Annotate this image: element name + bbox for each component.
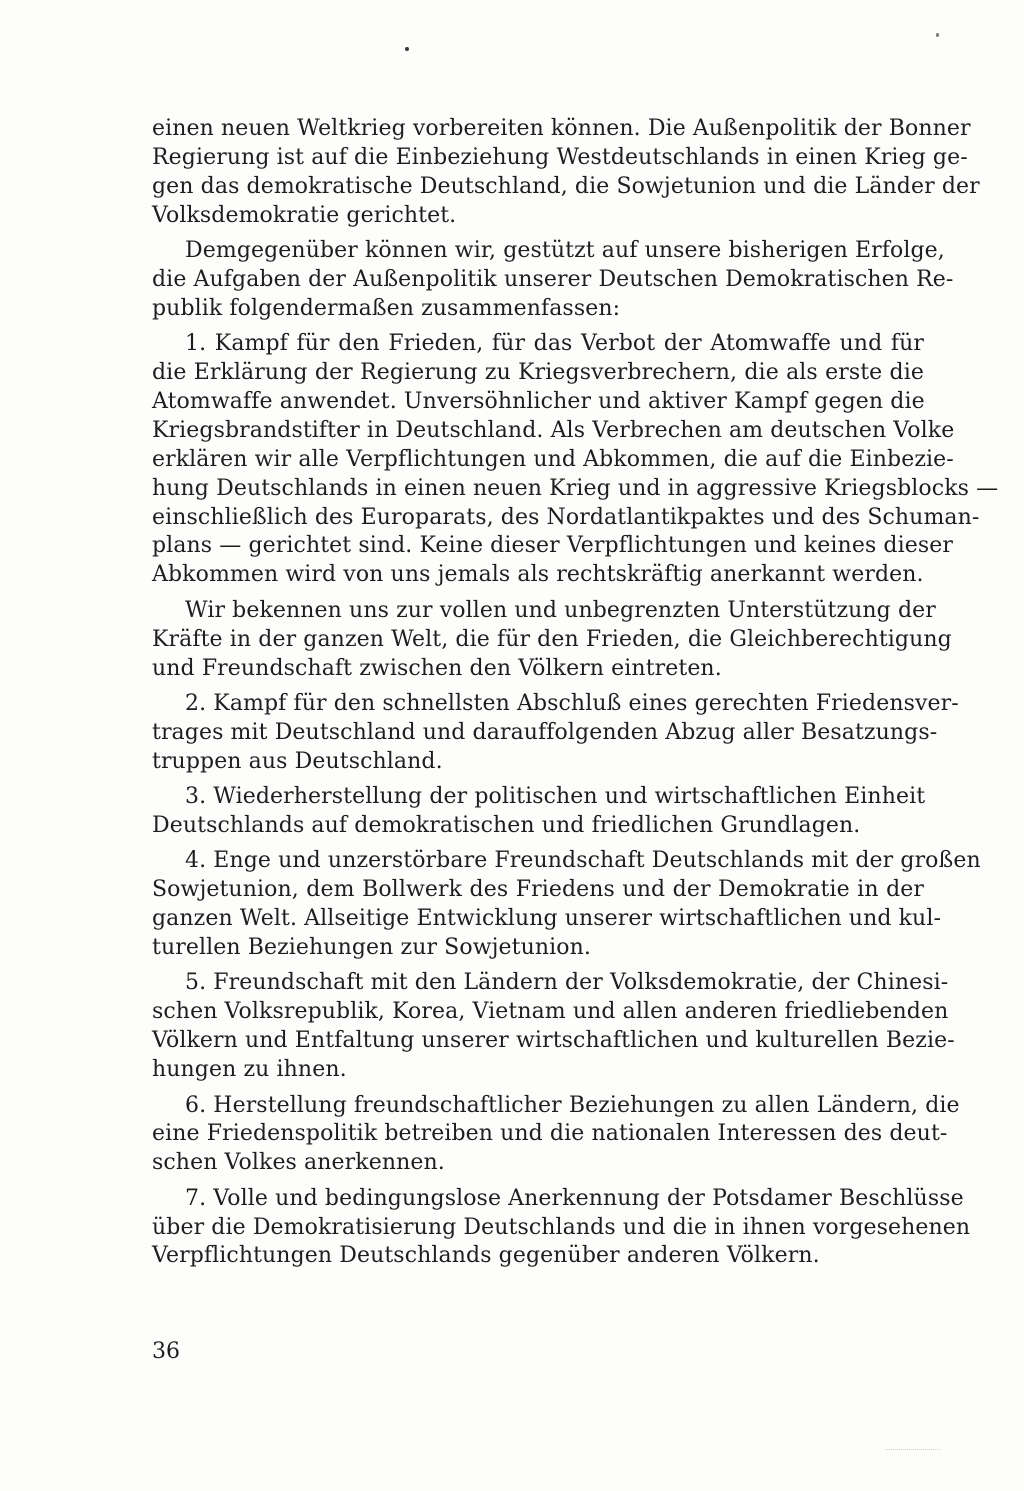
paragraph <box>152 330 999 590</box>
print-speck <box>405 47 409 51</box>
text-line: hung Deutschlands in einen neuen Krieg und in aggressive Kriegsblocks — <box>152 475 999 501</box>
text-line: gen das demokratische Deutschland, die Sowjetunion und die Länder der <box>152 173 980 199</box>
paragraph <box>152 1092 960 1179</box>
text-line: Atomwaffe anwendet. Unversöhnlicher und aktiver Kampf gegen die <box>152 389 925 415</box>
paragraph <box>152 847 981 963</box>
margin-mark <box>885 1449 940 1451</box>
text-line: plans — gerichtet sind. Keine dieser Verpflichtungen und keines dieser <box>152 533 953 559</box>
body-text <box>152 115 999 1278</box>
print-speck <box>936 33 939 37</box>
text-line: einen neuen Weltkrieg vorbereiten können. Die Außenpolitik der Bonner <box>152 116 971 141</box>
text-line: publik folgendermaßen zusammenfassen: <box>152 295 621 321</box>
text-line: Wir bekennen uns zur vollen und unbegrenzten Unterstützung der <box>185 597 936 623</box>
text-line: 6. Herstellung freundschaftlicher Beziehungen zu allen Ländern, die <box>185 1092 960 1118</box>
text-line: ganzen Welt. Allseitige Entwicklung unserer wirtschaftlichen und kul- <box>152 906 941 932</box>
paragraph <box>152 597 952 684</box>
paragraph <box>152 783 924 841</box>
text-line: 3. Wiederherstellung der politischen und wirtschaftlichen Einheit <box>185 784 926 810</box>
text-line: Deutschlands auf demokratischen und friedlichen Grundlagen. <box>152 812 861 838</box>
text-line: erklären wir alle Verpflichtungen und Abkommen, die auf die Einbezie- <box>152 446 954 472</box>
text-line: und Freundschaft zwischen den Völkern eintreten. <box>152 655 722 681</box>
text-line: Volksdemokratie gerichtet. <box>152 202 457 228</box>
paragraph <box>152 115 980 231</box>
text-line: die Aufgaben der Außenpolitik unserer Deutschen Demokratischen Re- <box>152 266 954 292</box>
text-line: trages mit Deutschland und darauffolgenden Abzug aller Besatzungs- <box>152 719 938 745</box>
text-line: einschließlich des Europarats, des Nordatlantikpaktes und des Schuman- <box>152 504 980 530</box>
text-line: turellen Beziehungen zur Sowjetunion. <box>152 935 591 961</box>
text-line: 4. Enge und unzerstörbare Freundschaft Deutschlands mit der großen <box>185 848 981 874</box>
text-line: eine Friedenspolitik betreiben und die nationalen Interessen des deut- <box>152 1121 948 1147</box>
text-line: Kriegsbrandstifter in Deutschland. Als Verbrechen am deutschen Volke <box>152 417 955 443</box>
paragraph <box>152 690 959 777</box>
text-line: hungen zu ihnen. <box>152 1057 347 1083</box>
text-line: Sowjetunion, dem Bollwerk des Friedens und der Demokratie in der <box>152 877 924 903</box>
text-line: 7. Volle und bedingungslose Anerkennung der Potsdamer Beschlüsse <box>185 1185 964 1211</box>
text-line: Regierung ist auf die Einbeziehung Westdeutschlands in einen Krieg ge- <box>152 144 968 170</box>
text-line: 5. Freundschaft mit den Ländern der Volksdemokratie, der Chinesi- <box>185 970 949 996</box>
paragraph <box>152 1185 971 1272</box>
text-line: Abkommen wird von uns jemals als rechtskräftig anerkannt werden. <box>152 562 924 588</box>
paragraph <box>152 969 955 1085</box>
text-line: Verpflichtungen Deutschlands gegenüber anderen Völkern. <box>152 1243 820 1269</box>
text-line: Demgegenüber können wir, gestützt auf unsere bisherigen Erfolge, <box>185 238 945 264</box>
text-line: truppen aus Deutschland. <box>152 748 443 774</box>
page-number: 36 <box>152 1339 180 1364</box>
text-line: schen Volksrepublik, Korea, Vietnam und allen anderen friedliebenden <box>152 999 949 1025</box>
text-line: über die Demokratisierung Deutschlands und die in ihnen vorgesehenen <box>152 1214 971 1240</box>
paragraph <box>152 237 954 324</box>
text-line: 1. Kampf für den Frieden, für das Verbot der Atomwaffe und für <box>185 331 924 357</box>
text-line: schen Volkes anerkennen. <box>152 1150 445 1176</box>
text-line: 2. Kampf für den schnellsten Abschluß eines gerechten Friedensver- <box>185 690 959 716</box>
text-line: Kräfte in der ganzen Welt, die für den Frieden, die Gleichberechtigung <box>152 626 952 652</box>
text-line: die Erklärung der Regierung zu Kriegsverbrechern, die als erste die <box>152 360 924 386</box>
text-line: Völkern und Entfaltung unserer wirtschaftlichen und kulturellen Bezie- <box>152 1028 955 1054</box>
